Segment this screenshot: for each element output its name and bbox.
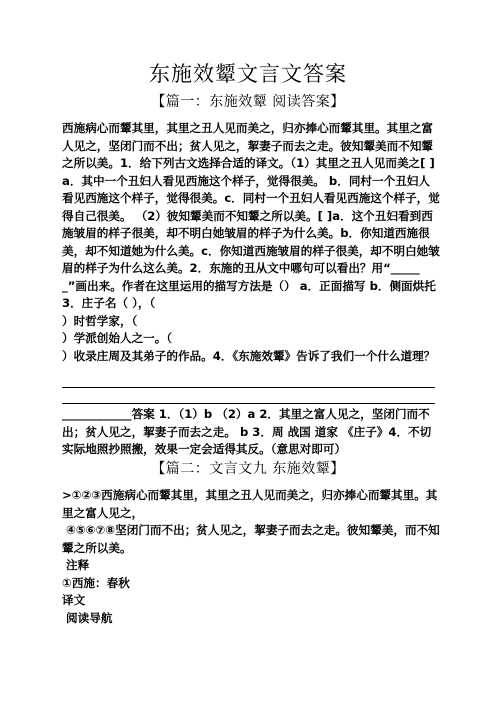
answer-line-2 bbox=[62, 403, 435, 404]
section-body-2: >①②③西施病心而颦其里，其里之丑人见而美之，归亦捧心而颦其里。其里之富人见之， ④⑤⑥⑦⑧坚闭门而不出；贫人见之，挈妻子而去之走。彼知颦美，而不知颦之所以美。 注释 ①西施：春秋 译文 阅读导航 bbox=[62, 488, 440, 625]
section-heading-2: 【篇二：文言文九 东施效颦】 bbox=[151, 461, 345, 477]
document-title: 东施效颦文言文答案 bbox=[149, 62, 347, 86]
section-heading-1: 【篇一：东施效颦 阅读答案】 bbox=[151, 94, 345, 110]
answer-text: ____________答案 1．（1）b （2）a 2．其里之富人见之，坚闭门而不出；贫人见之，挈妻子而去之走。 b 3．周 战国 道家 《庄子》4．不切实际地照抄照搬，效果一定会适得其反。（意思对即可） bbox=[62, 407, 432, 456]
answer-line-1 bbox=[62, 387, 435, 388]
section-body-1: 西施病心而颦其里，其里之丑人见而美之，归亦捧心而颦其里。其里之富人见之，坚闭门而不出；贫人见之，挈妻子而去之走。彼知颦美而不知颦之所以美。1．给下列古文选择合适的译文。（1）其里之丑人见而美之[ ]a．其中一个丑妇人看见西施这个样子，觉得很美。 b．同村一个丑妇人看见西施这个样子，觉得很美。c．同村一个丑妇人看见西施这个样子，觉得自己很美。 （2）彼知颦美而不知颦之所以美。[ ]a．这个丑妇看到西施皱眉的样子很美，却不明白她皱眉的样子为什么美。b．你知道西施很美，却不知道她为什么美。c．你知道西施皱眉的样子很美，却不明白她皱眉的样子为什么这么美。2．东施的丑从文中哪句可以看出？用“______”画出来。作者在这里运用的描写方法是（） a．正面描写 b．侧面烘托 3．庄子名（ ），（ ）时哲学家，（ ）学派创始人之一。（ ）收录庄周及其弟子的作品。4．《东施效颦》告诉了我们一个什么道理？ bbox=[62, 121, 440, 363]
